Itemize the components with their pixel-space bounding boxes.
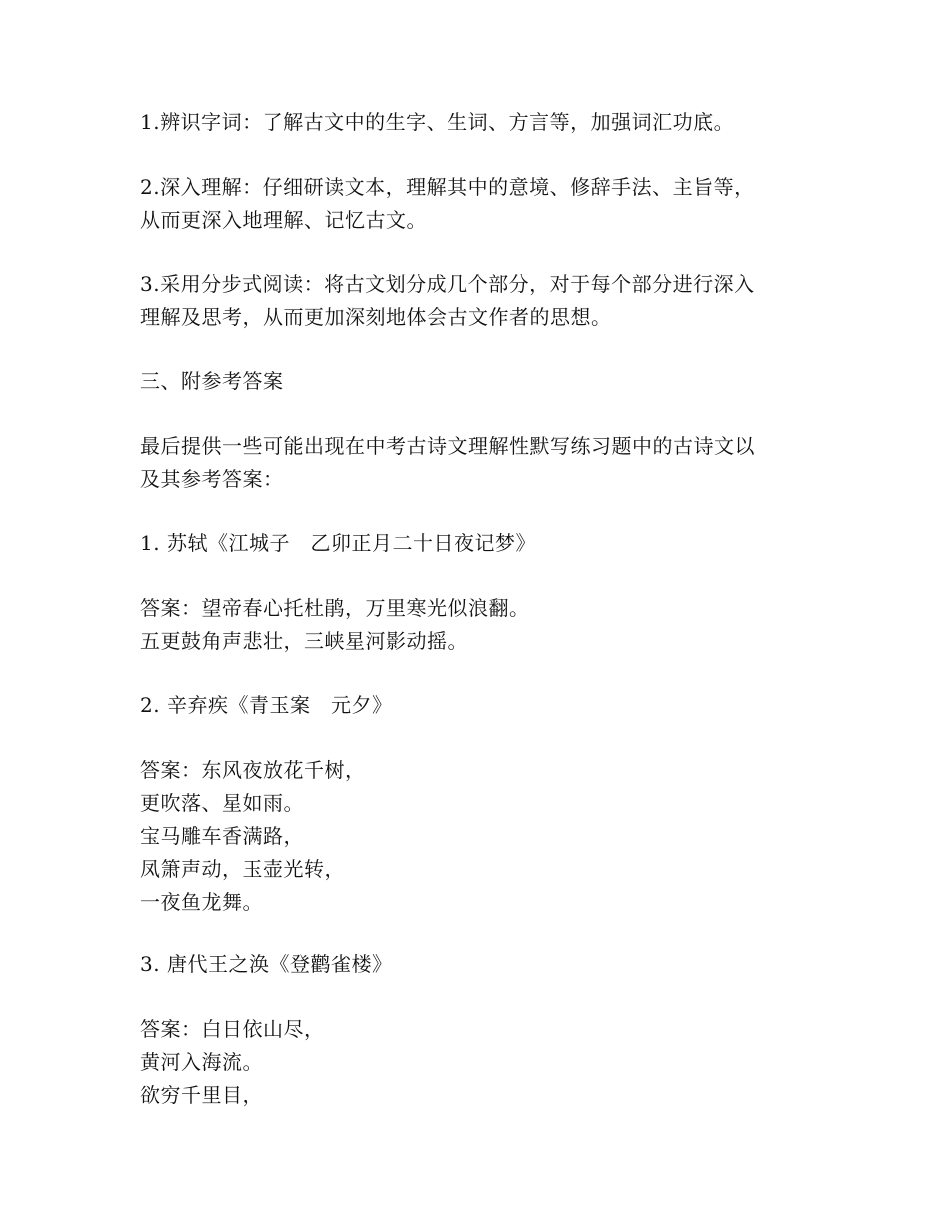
text-line: 3.采用分步式阅读：将古文划分成几个部分，对于每个部分进行深入 (140, 272, 755, 296)
text-line: 最后提供一些可能出现在中考古诗文理解性默写练习题中的古诗文以 (140, 434, 755, 458)
text-line: 黄河入海流。 (140, 1050, 263, 1074)
text-line: 答案：望帝春心托杜鹃，万里寒光似浪翻。 (140, 596, 530, 620)
answer-3 (140, 1013, 820, 1112)
text-line: 一夜鱼龙舞。 (140, 890, 263, 914)
intro-paragraph (140, 430, 820, 496)
section-heading (140, 365, 820, 398)
tip-3 (140, 268, 820, 334)
text-line: 更吹落、星如雨。 (140, 791, 304, 815)
text-line: 欲穷千里目， (140, 1083, 263, 1107)
answer-2 (140, 754, 820, 919)
text-line: 宝马雕车香满路， (140, 824, 304, 848)
tip-1 (140, 106, 820, 139)
text-line: 3. 唐代王之涣《登鹳雀楼》 (140, 952, 393, 976)
poem-title-1 (140, 527, 820, 560)
text-line: 1.辨识字词：了解古文中的生字、生词、方言等，加强词汇功底。 (140, 110, 735, 134)
text-line: 1. 苏轼《江城子 乙卯正月二十日夜记梦》 (140, 531, 536, 555)
text-line: 答案：白日依山尽， (140, 1017, 325, 1041)
tip-2 (140, 171, 820, 237)
text-line: 凤箫声动，玉壶光转， (140, 857, 345, 881)
text-line: 2. 辛弃疾《青玉案 元夕》 (140, 693, 393, 717)
answer-1 (140, 592, 820, 658)
poem-title-3 (140, 948, 820, 981)
text-line: 及其参考答案： (140, 467, 284, 491)
text-line: 五更鼓角声悲壮，三峡星河影动摇。 (140, 629, 468, 653)
text-line: 从而更深入地理解、记忆古文。 (140, 208, 427, 232)
poem-title-2 (140, 689, 820, 722)
text-line: 2.深入理解：仔细研读文本，理解其中的意境、修辞手法、主旨等， (140, 175, 755, 199)
text-line: 三、附参考答案 (140, 369, 284, 393)
text-line: 答案：东风夜放花千树， (140, 758, 366, 782)
text-line: 理解及思考，从而更加深刻地体会古文作者的思想。 (140, 305, 612, 329)
